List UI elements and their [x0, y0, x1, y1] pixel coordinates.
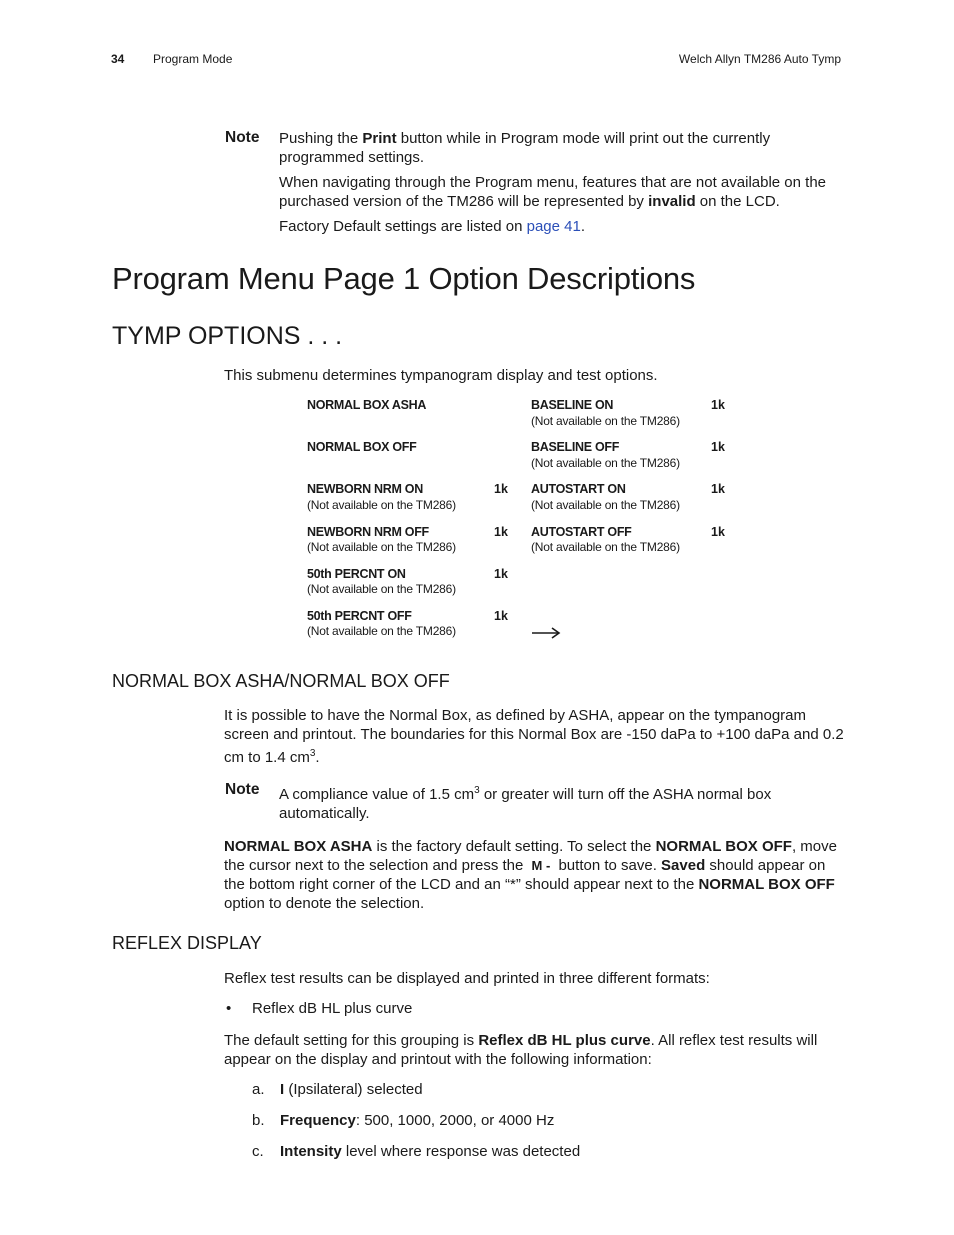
option-name: 50th PERCNT OFF [307, 609, 412, 623]
option-name: 50th PERCNT ON [307, 567, 406, 581]
bullet-marker: • [226, 1000, 232, 1017]
m-minus-button-label: M - [531, 858, 551, 873]
page-41-link[interactable]: page 41 [526, 218, 581, 235]
option-note: (Not available on the TM286) [307, 540, 456, 554]
option-name: NORMAL BOX OFF [307, 440, 417, 454]
option-note: (Not available on the TM286) [307, 498, 456, 512]
option-frequency: 1k [494, 525, 508, 539]
subheading-reflex-display: REFLEX DISPLAY [112, 933, 262, 953]
page-number: 34 [111, 52, 125, 66]
option-name: NEWBORN NRM OFF [307, 525, 429, 539]
option-name: NORMAL BOX ASHA [307, 398, 427, 412]
note-label: Note [225, 129, 260, 146]
page-heading: Program Menu Page 1 Option Descriptions [112, 261, 696, 296]
option-name: NEWBORN NRM ON [307, 482, 423, 496]
section-heading-tymp-options: TYMP OPTIONS . . . [112, 322, 343, 350]
option-name: AUTOSTART ON [531, 482, 626, 496]
option-note: (Not available on the TM286) [531, 414, 680, 428]
list-item: Frequency: 500, 1000, 2000, or 4000 Hz [280, 1112, 555, 1129]
option-frequency: 1k [711, 525, 725, 539]
option-note: (Not available on the TM286) [307, 624, 456, 638]
normal-box-selection-instructions: NORMAL BOX ASHA is the factory default setting. To select the NORMAL BOX OFF, move the cursor next to the selection and press the M - button to save. Saved should appear on the bottom right corner of the LCD and an “*” should appear next to the NORMAL BOX OFF option to denote the selection. [224, 838, 837, 912]
right-arrow-icon [531, 626, 561, 640]
list-letter: c. [252, 1143, 264, 1160]
option-note: (Not available on the TM286) [307, 582, 456, 596]
option-frequency: 1k [711, 398, 725, 412]
option-frequency: 1k [711, 440, 725, 454]
note-paragraph-invalid: When navigating through the Program menu, features that are not available on the purchased version of the TM286 will be represented by invalid on the LCD. [279, 174, 827, 210]
note-compliance: A compliance value of 1.5 $cm^3$ or greater will turn off the ASHA normal box automatically. [279, 785, 772, 822]
normal-box-description: It is possible to have the Normal Box, as defined by ASHA, appear on the tympanogram screen and printout. The boundaries for this Normal Box are -150 daPa to +100 daPa and 0.2 cm to 1.4 $cm^3$. [224, 707, 844, 766]
tymp-intro: This submenu determines tympanogram display and test options. [224, 367, 658, 384]
subheading-normal-box: NORMAL BOX ASHA/NORMAL BOX OFF [112, 671, 450, 691]
document-title: Welch Allyn TM286 Auto Tymp [678, 52, 841, 66]
option-name: BASELINE ON [531, 398, 614, 412]
reflex-default-description: The default setting for this grouping is Reflex dB HL plus curve. All reflex test results will appear on the display and printout with the following information: [224, 1032, 818, 1068]
bullet-item: Reflex dB HL plus curve [252, 1000, 413, 1017]
option-frequency: 1k [711, 482, 725, 496]
reflex-intro: Reflex test results can be displayed and printed in three different formats: [224, 970, 710, 987]
option-frequency: 1k [494, 609, 508, 623]
list-letter: a. [252, 1081, 265, 1098]
option-note: (Not available on the TM286) [531, 456, 680, 470]
option-note: (Not available on the TM286) [531, 540, 680, 554]
option-frequency: 1k [494, 482, 508, 496]
list-item: I (Ipsilateral) selected [280, 1081, 423, 1098]
note-label: Note [225, 781, 260, 798]
option-note: (Not available on the TM286) [531, 498, 680, 512]
section-name: Program Mode [153, 52, 233, 66]
note-paragraph-defaults: Factory Default settings are listed on page 41. [279, 218, 586, 235]
option-name: AUTOSTART OFF [531, 525, 632, 539]
list-letter: b. [252, 1112, 265, 1129]
option-name: BASELINE OFF [531, 440, 620, 454]
note-paragraph-print: Pushing the Print button while in Program mode will print out the currently programmed settings. [279, 130, 771, 166]
list-item: Intensity level where response was detected [280, 1143, 581, 1160]
option-frequency: 1k [494, 567, 508, 581]
